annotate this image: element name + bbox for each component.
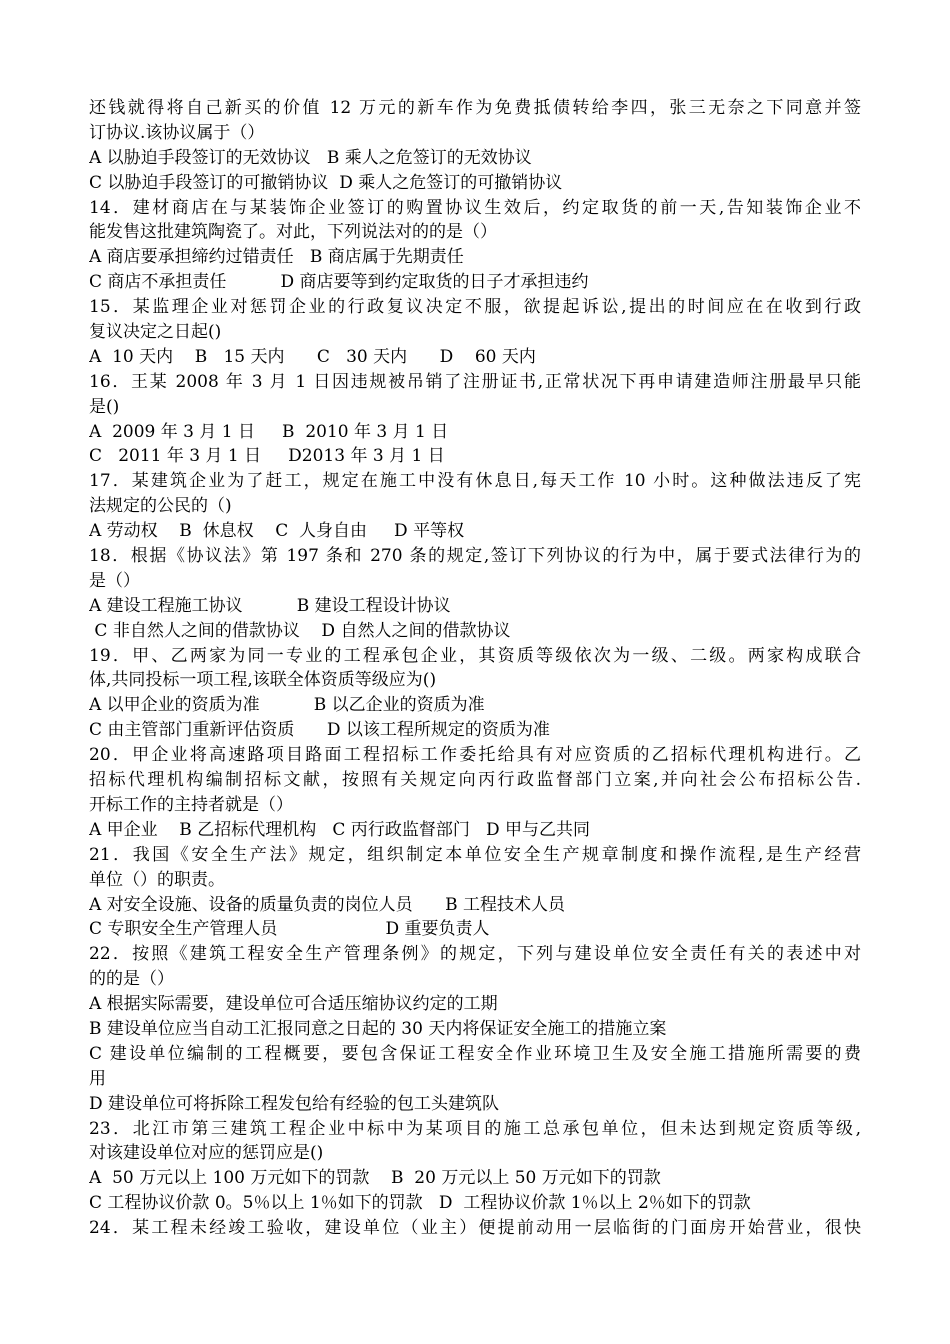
text-line: 21．我国《安全生产法》规定，组织制定本单位安全生产规章制度和操作流程,是生产经营 [89,844,861,865]
text-line: A 10 天内 B 15 天内 C 30 天内 D 60 天内 [89,346,536,367]
text-line: 是() [89,396,120,417]
text-line: A 建设工程施工协议 B 建设工程设计协议 [89,595,451,616]
text-line: 14．建材商店在与某装饰企业签订的购置协议生效后，约定取货的前一天,告知装饰企业不 [89,197,861,218]
text-line: 的的是（） [89,969,174,990]
text-line: 复议决定之日起() [89,322,222,343]
text-line: C 建设单位编制的工程概要，要包含保证工程安全作业环境卫生及安全施工措施所需要的费 [89,1043,861,1064]
text-line: C 工程协议价款 0。5％以上 1％如下的罚款 D 工程协议价款 1％以上 2％如下的罚款 [89,1193,751,1214]
text-line: 22．按照《建筑工程安全生产管理条例》的规定，下列与建设单位安全责任有关的表述中对 [89,944,861,965]
text-line: 单位（）的职责。 [89,869,225,890]
text-line: 还钱就得将自己新买的价值 12 万元的新车作为免费抵债转给李四，张三无奈之下同意并签 [89,98,861,118]
text-line: 是（） [89,570,140,591]
text-line: A 商店要承担缔约过错责任 B 商店属于先期责任 [89,247,464,268]
text-line: 法规定的公民的（) [89,496,232,517]
text-line: 17．某建筑企业为了赶工，规定在施工中没有休息日,每天工作 10 小时。这种做法违反了宪 [89,471,861,492]
text-line: C 专职安全生产管理人员 D 重要负责人 [89,919,490,940]
text-line: 订协议.该协议属于（） [89,122,265,143]
text-line: C 商店不承担责任 D 商店要等到约定取货的日子才承担违约 [89,272,589,293]
text-line: A 2009 年 3 月 1 日 B 2010 年 3 月 1 日 [89,421,449,442]
text-line: C 非自然人之间的借款协议 D 自然人之间的借款协议 [89,620,511,641]
text-line: A 对安全设施、设备的质量负责的岗位人员 B 工程技术人员 [89,894,565,915]
text-line: 23．北江市第三建筑工程企业中标中为某项目的施工总承包单位，但未达到规定资质等级, [89,1118,861,1139]
text-line: 24．某工程未经竣工验收，建设单位（业主）便提前动用一层临街的门面房开始营业，很快 [89,1218,861,1239]
text-line: 15．某监理企业对惩罚企业的行政复议决定不服，欲提起诉讼,提出的时间应在在收到行政 [89,297,861,318]
text-line: A 根据实际需要，建设单位可合适压缩协议约定的工期 [89,994,498,1015]
document-page [89,96,861,1241]
text-line: 对该建设单位对应的惩罚应是() [89,1143,324,1164]
text-line: C 以胁迫手段签订的可撤销协议 D 乘人之危签订的可撤销协议 [89,172,563,193]
text-line: A 劳动权 B 休息权 C 人身自由 D 平等权 [89,521,465,542]
text-line: 体,共同投标一项工程,该联全体资质等级应为() [89,670,437,691]
text-line: D 建设单位可将拆除工程发包给有经验的包工头建筑队 [89,1093,500,1114]
text-line: A 以甲企业的资质为准 B 以乙企业的资质为准 [89,695,485,716]
text-line: A 甲企业 B 乙招标代理机构 C 丙行政监督部门 D 甲与乙共同 [89,819,591,840]
text-line: 用 [89,1068,106,1089]
text-line: 能发售这批建筑陶瓷了。对此，下列说法对的的是（） [89,222,497,243]
text-line: 16．王某 2008 年 3 月 1 日因违规被吊销了注册证书,正常状况下再申请建造师注册最早只能 [89,371,861,392]
text-line: 开标工作的主持者就是（） [89,794,293,815]
text-line: 招标代理机构编制招标文献，按照有关规定向丙行政监督部门立案,并向社会公布招标公告. [89,770,861,791]
text-line: 18．根据《协议法》第 197 条和 270 条的规定,签订下列协议的行为中，属于要式法律行为的 [89,546,861,567]
text-line: C 2011 年 3 月 1 日 D2013 年 3 月 1 日 [89,446,445,467]
text-line: A 以胁迫手段签订的无效协议 B 乘人之危签订的无效协议 [89,147,532,168]
text-line: 19．甲、乙两家为同一专业的工程承包企业，其资质等级依次为一级、二级。两家构成联合 [89,645,861,666]
text-line: B 建设单位应当自动工汇报同意之日起的 30 天内将保证安全施工的措施立案 [89,1018,667,1039]
text-line: C 由主管部门重新评估资质 D 以该工程所规定的资质为准 [89,720,550,741]
text-line: 20．甲企业将高速路项目路面工程招标工作委托给具有对应资质的乙招标代理机构进行。乙 [89,745,861,766]
text-line: A 50 万元以上 100 万元如下的罚款 B 20 万元以上 50 万元如下的罚款 [89,1168,661,1189]
